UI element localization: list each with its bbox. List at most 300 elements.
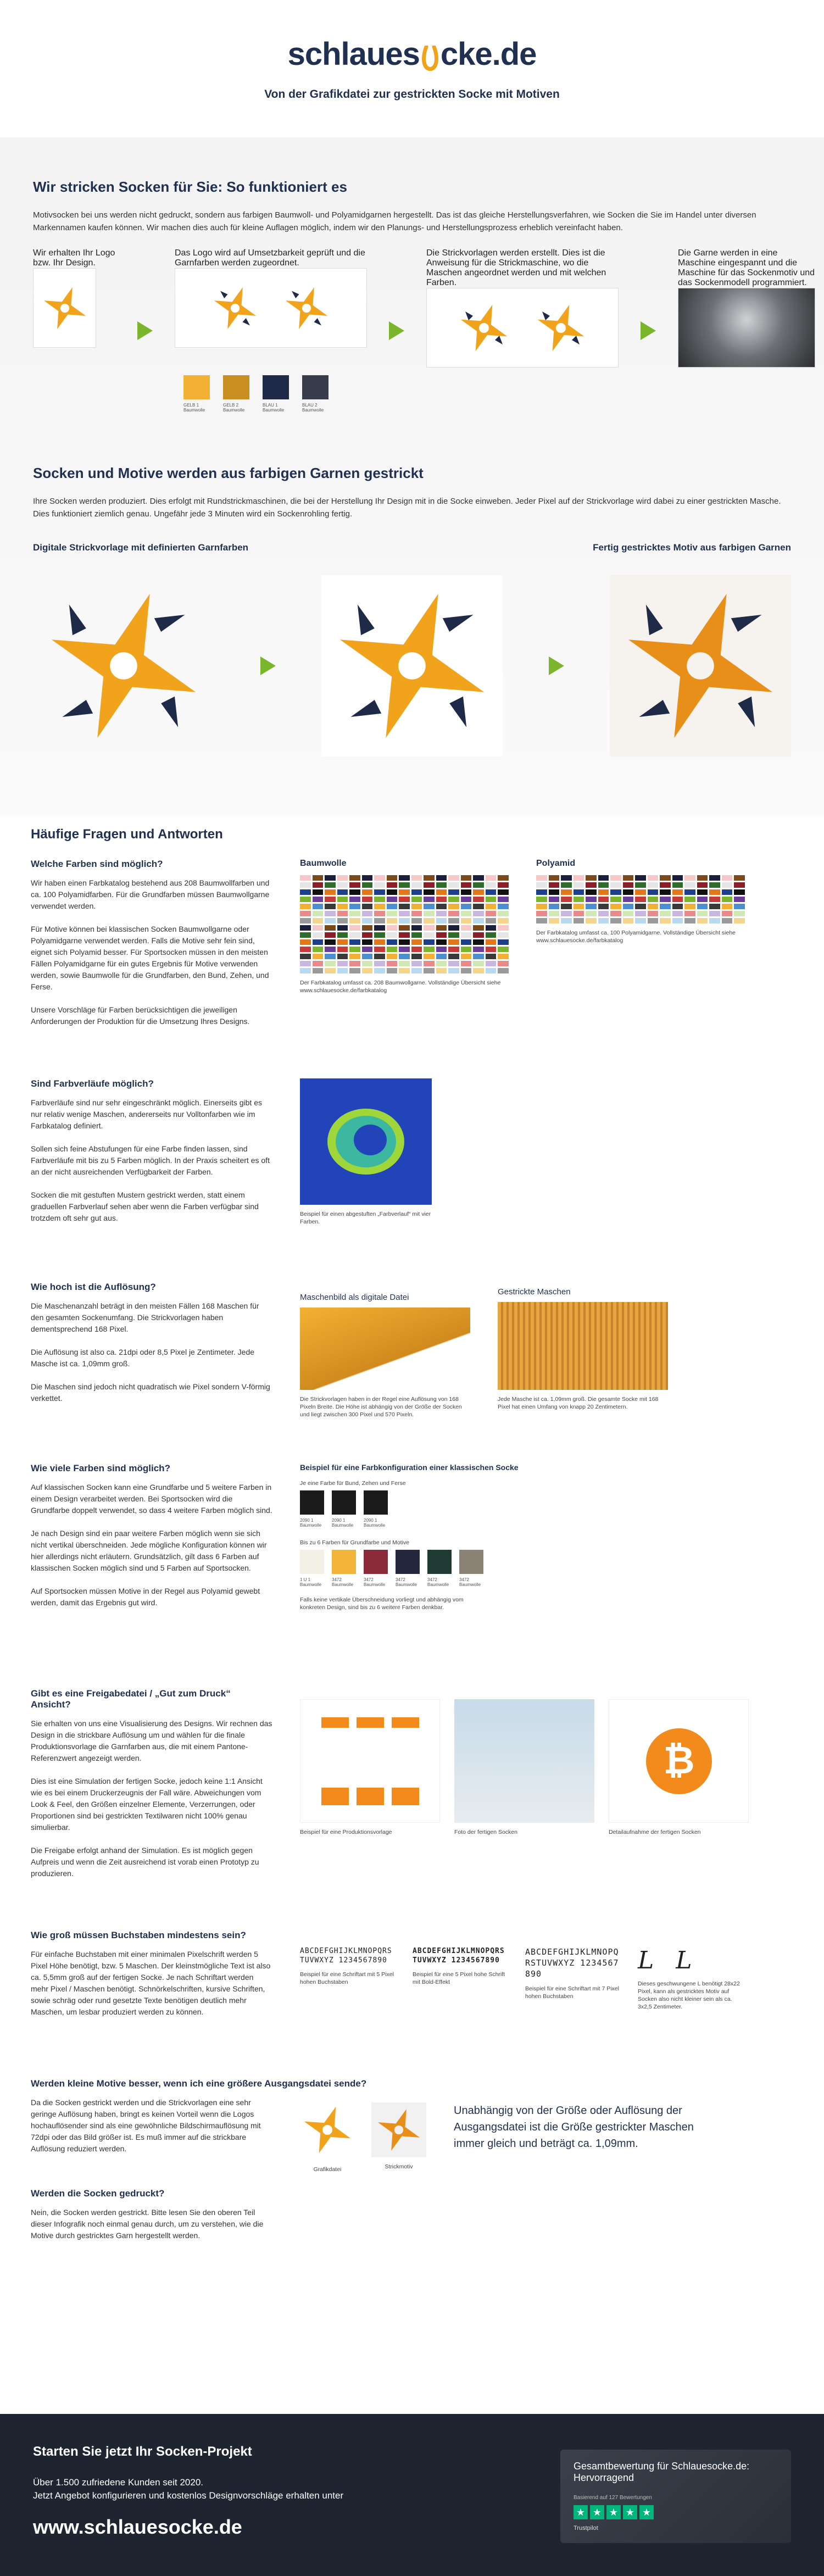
catalog-color-cell — [337, 889, 348, 895]
how-intro: Motivsocken bei uns werden nicht gedruckt, sondern aus farbigen Baumwoll- und Polyamidgarnen hergestellt. Das ist das gleiche Herstellungsverfahren, wie Socken die Sie im Handel unter diversen Markennamen kaufen können. Wir machen dies auch für kleine Auflagen möglich, indem wir den Planungs- und Herstellungsprozess erheblich vereinfacht haben. — [33, 210, 756, 232]
catalog-color-cell — [313, 889, 324, 895]
catalog-color-cell — [313, 882, 324, 888]
catalog-color-cell — [399, 897, 410, 902]
catalog-color-cell — [610, 918, 621, 923]
faq-letter-size — [31, 1930, 793, 2078]
catalog-color-cell — [623, 911, 634, 916]
catalog-color-cell — [374, 954, 385, 959]
catalog-color-cell — [734, 897, 745, 902]
catalog-color-cell — [300, 875, 311, 881]
catalog-color-cell — [387, 889, 398, 895]
catalog-color-cell — [374, 961, 385, 966]
trust-sub: Basierend auf 127 Bewertungen — [574, 2495, 652, 2501]
catalog-color-cell — [734, 889, 745, 895]
catalog-color-cell — [374, 932, 385, 938]
catalog-color-cell — [635, 875, 646, 881]
catalog-color-cell — [411, 889, 422, 895]
font-caption-3: Beispiel für eine Schriftart mit 7 Pixel hohen Buchstaben — [525, 1985, 619, 2000]
catalog-color-cell — [325, 954, 336, 959]
catalog-color-cell — [448, 875, 459, 881]
yarn-swatches — [183, 375, 367, 413]
catalog-color-cell — [684, 897, 695, 902]
knit-intro: Ihre Socken werden produziert. Dies erfolgt mit Rundstrickmaschinen, die bei der Herstellung Ihr Design mit in die Socke einweben. Jeder Pixel auf der Strickvorlage wird dabei zu einer gestrickten Masche. Dies funktioniert ziemlich genau. Ungefähr jede 3 Minuten wird ein Sockenrohling fertig. — [33, 497, 781, 519]
catalog-color-cell — [722, 904, 733, 909]
catalog-color-cell — [722, 882, 733, 888]
catalog-color-cell — [623, 897, 634, 902]
catalog-color-cell — [672, 889, 683, 895]
catalog-color-cell — [473, 911, 484, 916]
catalog-color-cell — [325, 889, 336, 895]
catalog-color-cell — [424, 911, 435, 916]
catalog-color-cell — [498, 954, 509, 959]
yarn-swatch-label: 3472 Baumwolle — [427, 1577, 449, 1587]
catalog-color-cell — [411, 882, 422, 888]
star-icon: ★ — [590, 2505, 604, 2519]
catalog-color-cell — [486, 932, 497, 938]
config-label-1: Je eine Farbe für Bund, Zehen und Ferse — [300, 1480, 406, 1487]
catalog-color-cell — [337, 961, 348, 966]
catalog-color-cell — [697, 882, 708, 888]
catalog-color-cell — [722, 911, 733, 916]
catalog-color-cell — [349, 897, 360, 902]
catalog-color-cell — [498, 904, 509, 909]
step-4 — [678, 248, 815, 413]
socks-photo — [454, 1699, 594, 1823]
catalog-color-cell — [549, 889, 560, 895]
catalog-color-cell — [387, 947, 398, 952]
catalog-color-cell — [486, 875, 497, 881]
step-2-image — [175, 268, 367, 348]
catalog-color-cell — [387, 911, 398, 916]
step-3-image — [426, 288, 619, 368]
step-1-image — [33, 268, 96, 348]
catalog-color-cell — [536, 897, 547, 902]
catalog-color-cell — [486, 954, 497, 959]
catalog-color-cell — [684, 889, 695, 895]
catalog-color-cell — [734, 882, 745, 888]
bitcoin-icon — [641, 1723, 717, 1800]
catalog-color-cell — [660, 889, 671, 895]
step-2-caption: Das Logo wird auf Umsetzbarkeit geprüft und die Garnfarben werden zugeordnet. — [175, 248, 365, 268]
catalog-color-cell — [498, 882, 509, 888]
catalog-color-cell — [325, 875, 336, 881]
catalog-color-cell — [325, 925, 336, 931]
arrow-right-icon — [260, 656, 276, 675]
catalog-color-cell — [411, 947, 422, 952]
header — [0, 0, 824, 137]
yarn-swatch — [300, 1550, 324, 1587]
catalog-color-cell — [486, 904, 497, 909]
catalog-color-cell — [709, 875, 720, 881]
catalog-color-cell — [448, 889, 459, 895]
catalog-color-cell — [586, 882, 597, 888]
catalog-color-cell — [536, 911, 547, 916]
catalog-color-cell — [424, 961, 435, 966]
graphic-file-icon — [300, 2102, 355, 2157]
catalog-color-cell — [424, 889, 435, 895]
catalog-color-cell — [387, 904, 398, 909]
catalog-color-cell — [684, 875, 695, 881]
catalog-color-cell — [399, 875, 410, 881]
font-sample-3: ABCDEFGHIJKLMNOPQRSTUVWXYZ 1234567890 — [525, 1947, 619, 1979]
catalog-color-cell — [660, 897, 671, 902]
catalog-color-cell — [697, 875, 708, 881]
catalog-color-cell — [473, 882, 484, 888]
catalog-color-cell — [374, 889, 385, 895]
catalog-color-cell — [387, 954, 398, 959]
catalog-color-cell — [374, 882, 385, 888]
catalog-color-cell — [424, 968, 435, 973]
catalog-color-cell — [598, 889, 609, 895]
sock-logo-icon — [421, 42, 439, 67]
yarn-swatch-label: 1 U 1 Baumwolle — [300, 1577, 322, 1587]
catalog-color-cell — [325, 911, 336, 916]
finished-sock-image — [610, 575, 791, 756]
catalog-color-cell — [313, 939, 324, 945]
catalog-color-cell — [461, 932, 472, 938]
catalog-color-cell — [362, 932, 373, 938]
catalog-color-cell — [374, 897, 385, 902]
faq-colors — [31, 859, 793, 1067]
catalog-color-cell — [349, 961, 360, 966]
catalog-color-cell — [586, 904, 597, 909]
svg-text:₿: ₿ — [662, 1738, 695, 1782]
catalog-color-cell — [734, 911, 745, 916]
yarn-swatch-label: 3472 Baumwolle — [332, 1577, 354, 1587]
catalog-color-cell — [349, 889, 360, 895]
trustpilot-badge[interactable] — [560, 2450, 791, 2543]
catalog-color-cell — [313, 918, 324, 923]
catalog-color-cell — [411, 875, 422, 881]
catalog-color-cell — [300, 918, 311, 923]
catalog-color-cell — [313, 968, 324, 973]
catalog-color-cell — [561, 904, 572, 909]
catalog-color-cell — [300, 961, 311, 966]
catalog-color-cell — [722, 889, 733, 895]
catalog-color-cell — [313, 911, 324, 916]
catalog-color-cell — [349, 968, 360, 973]
catalog-color-cell — [648, 904, 659, 909]
catalog-color-cell — [473, 875, 484, 881]
how-title: Wir stricken Socken für Sie: So funktioniert es — [33, 179, 347, 195]
yarn-swatch-label: 2090 1 Baumwolle — [364, 1518, 386, 1528]
arrow-right-icon — [137, 321, 153, 340]
catalog-color-cell — [549, 911, 560, 916]
catalog-color-cell — [374, 968, 385, 973]
catalog-color-cell — [424, 875, 435, 881]
catalog-color-cell — [574, 904, 584, 909]
catalog-color-cell — [561, 882, 572, 888]
catalog-color-cell — [461, 911, 472, 916]
swirl-caption: Dieses geschwungene L benötigt 28x22 Pixel, kann als gestricktes Motiv auf Socken also nicht kleiner sein als ca. 3x2,5 Zentimeter. — [638, 1980, 740, 2010]
catalog-color-cell — [461, 889, 472, 895]
catalog-color-cell — [387, 918, 398, 923]
catalog-color-cell — [424, 925, 435, 931]
footer-text: Über 1.500 zufriedene Kunden seit 2020. Jetzt Angebot konfigurieren und kostenlos Designvorschläge erhalten unter — [33, 2477, 344, 2501]
catalog-color-cell — [337, 939, 348, 945]
star-logo-icon — [40, 283, 90, 333]
catalog-color-cell — [549, 918, 560, 923]
catalog-color-cell — [672, 875, 683, 881]
catalog-color-cell — [399, 932, 410, 938]
knitted-stitch-caption: Jede Masche ist ca. 1,09mm groß. Die gesamte Socke mit 168 Pixel hat einen Umfang von knapp 20 Zentimetern. — [498, 1396, 659, 1410]
catalog-color-cell — [461, 904, 472, 909]
catalog-color-cell — [300, 911, 311, 916]
catalog-color-cell — [313, 925, 324, 931]
catalog-color-cell — [498, 947, 509, 952]
catalog-color-cell — [399, 918, 410, 923]
catalog-color-cell — [313, 954, 324, 959]
catalog-color-cell — [448, 925, 459, 931]
catalog-color-cell — [623, 882, 634, 888]
font-sample-1: ABCDEFGHIJKLMNOPQRSTUVWXYZ 1234567890 — [300, 1947, 392, 1965]
catalog-color-cell — [473, 939, 484, 945]
catalog-color-cell — [325, 932, 336, 938]
catalog-color-cell — [473, 968, 484, 973]
faq-answer: Farbverläufe sind nur sehr eingeschränkt möglich. Einerseits gibt es nur relativ wenige Maschen, andererseits nur Volltonfarben wie im Farbkatalog definiert. Sollen sich feine Abstufungen für eine Farbe finden lassen, sind Farbverläufe mit bis zu 5 Farben möglich. In der Praxis scheitert es oft an der nicht ausreichenden Verfügbarkeit der Farben. Socken die mit gestuften Mustern gestrickt werden, statt einem graduellen Farbverlauf sehen aber wenn die Farben verfügbar sind trotzdem oft sehr gut aus. — [31, 1098, 270, 1222]
catalog-color-cell — [461, 897, 472, 902]
trust-title: Gesamtbewertung für Schlauesocke.de: Hervorragend — [574, 2461, 750, 2483]
yarn-swatch-label: 2090 1 Baumwolle — [300, 1518, 322, 1528]
step-2 — [175, 248, 367, 413]
yarn-swatch — [332, 1490, 356, 1528]
catalog-color-cell — [399, 904, 410, 909]
catalog-color-cell — [648, 897, 659, 902]
catalog-color-cell — [549, 897, 560, 902]
catalog-color-cell — [436, 918, 447, 923]
catalog-color-cell — [623, 875, 634, 881]
catalog-color-cell — [411, 918, 422, 923]
yarn-swatch — [364, 1550, 388, 1587]
catalog-color-cell — [660, 918, 671, 923]
step-4-caption: Die Garne werden in eine Maschine eingespannt und die Maschine für das Sockenmotiv und das Sockenmodell programmiert. — [678, 248, 815, 287]
catalog-color-cell — [436, 875, 447, 881]
catalog-color-cell — [337, 925, 348, 931]
catalog-color-cell — [697, 889, 708, 895]
catalog-color-cell — [424, 939, 435, 945]
catalog-color-cell — [448, 932, 459, 938]
catalog-color-cell — [362, 961, 373, 966]
config-caption: Falls keine vertikale Überschneidung vorliegt und abhängig vom konkreten Design, sind bis zu 6 weitere Farben denkbar. — [300, 1596, 464, 1611]
catalog-color-cell — [648, 875, 659, 881]
catalog-color-cell — [300, 882, 311, 888]
catalog-color-cell — [349, 947, 360, 952]
catalog-color-cell — [610, 882, 621, 888]
catalog-color-cell — [598, 897, 609, 902]
catalog-color-cell — [362, 911, 373, 916]
catalog-color-cell — [486, 939, 497, 945]
yarn-swatch-label: 2090 1 Baumwolle — [332, 1518, 354, 1528]
catalog-color-cell — [697, 897, 708, 902]
catalog-color-cell — [374, 925, 385, 931]
catalog-color-cell — [337, 875, 348, 881]
config-swatches-1 — [300, 1490, 586, 1528]
catalog-color-cell — [722, 897, 733, 902]
yarn-swatch-label: 3472 Baumwolle — [459, 1577, 481, 1587]
yarn-swatch — [302, 375, 329, 413]
catalog-color-cell — [598, 875, 609, 881]
catalog-color-cell — [486, 882, 497, 888]
catalog-color-cell — [448, 961, 459, 966]
catalog-color-cell — [399, 925, 410, 931]
catalog-color-cell — [362, 904, 373, 909]
catalog-color-cell — [610, 897, 621, 902]
star-icon: ★ — [639, 2505, 654, 2519]
pixel-star-icon — [533, 301, 588, 355]
production-template-image — [300, 1699, 440, 1823]
knit-title: Socken und Motive werden aus farbigen Garnen gestrickt — [33, 465, 424, 481]
catalog-color-cell — [362, 875, 373, 881]
catalog-color-cell — [374, 911, 385, 916]
catalog-color-cell — [709, 911, 720, 916]
catalog-color-cell — [424, 947, 435, 952]
catalog-color-cell — [610, 911, 621, 916]
catalog-color-cell — [399, 947, 410, 952]
catalog-color-cell — [349, 904, 360, 909]
catalog-color-cell — [424, 904, 435, 909]
tagline: Von der Grafikdatei zur gestrickten Socke mit Motiven — [264, 88, 560, 101]
catalog-color-cell — [349, 939, 360, 945]
catalog-color-cell — [399, 939, 410, 945]
yarn-swatch — [427, 1550, 452, 1587]
catalog-color-cell — [549, 904, 560, 909]
font-sample-2: ABCDEFGHIJKLMNOPQRSTUVWXYZ 1234567890 — [413, 1947, 505, 1965]
catalog-color-cell — [411, 968, 422, 973]
catalog-color-cell — [561, 875, 572, 881]
catalog-color-cell — [635, 897, 646, 902]
catalog-color-cell — [574, 911, 584, 916]
catalog-color-cell — [697, 904, 708, 909]
catalog-color-cell — [387, 925, 398, 931]
faq-question: Wie groß müssen Buchstaben mindestens sein? — [31, 1930, 246, 1940]
knitting-machine-photo — [678, 288, 815, 368]
catalog-color-cell — [300, 889, 311, 895]
catalog-color-cell — [461, 947, 472, 952]
catalog-color-cell — [337, 954, 348, 959]
catalog-color-cell — [436, 904, 447, 909]
catalog-color-cell — [374, 904, 385, 909]
catalog-color-cell — [387, 897, 398, 902]
catalog-color-cell — [424, 882, 435, 888]
catalog-color-cell — [448, 968, 459, 973]
digital-stitch-label: Maschenbild als digitale Datei — [300, 1293, 409, 1302]
catalog-color-cell — [709, 889, 720, 895]
catalog-color-cell — [313, 897, 324, 902]
swirl-letter: L — [638, 1946, 654, 1974]
catalog-color-cell — [448, 954, 459, 959]
rating-stars — [574, 2505, 778, 2519]
yarn-swatch-label: GELB 2 Baumwolle — [223, 403, 245, 413]
catalog-color-cell — [300, 925, 311, 931]
faq-question: Werden die Socken gedruckt? — [31, 2188, 165, 2199]
catalog-color-cell — [337, 882, 348, 888]
catalog-color-cell — [486, 947, 497, 952]
catalog-color-cell — [411, 939, 422, 945]
catalog-color-cell — [411, 911, 422, 916]
catalog-color-cell — [436, 947, 447, 952]
catalog-color-cell — [486, 918, 497, 923]
label-knitted: Fertig gestricktes Motiv aus farbigen Garnen — [593, 542, 791, 553]
how-it-works-section — [0, 137, 824, 816]
catalog-color-cell — [623, 889, 634, 895]
faq-question: Welche Farben sind möglich? — [31, 859, 163, 869]
catalog-color-cell — [561, 918, 572, 923]
polyamid-color-grid — [536, 875, 745, 923]
yarn-swatch — [263, 375, 289, 413]
catalog-color-cell — [399, 911, 410, 916]
graphic-file-caption: Grafikdatei — [313, 2166, 342, 2173]
catalog-color-cell — [536, 882, 547, 888]
catalog-color-cell — [536, 904, 547, 909]
catalog-color-cell — [374, 939, 385, 945]
catalog-color-cell — [325, 939, 336, 945]
catalog-color-cell — [648, 889, 659, 895]
catalog-color-cell — [610, 904, 621, 909]
catalog-color-cell — [461, 918, 472, 923]
catalog-color-cell — [461, 939, 472, 945]
catalog-color-cell — [411, 954, 422, 959]
yarn-swatch — [223, 375, 249, 413]
catalog-color-cell — [436, 897, 447, 902]
catalog-color-cell — [586, 897, 597, 902]
yarn-swatch-label: 3472 Baumwolle — [364, 1577, 386, 1587]
catalog-color-cell — [436, 968, 447, 973]
catalog-color-cell — [473, 889, 484, 895]
logo — [288, 36, 537, 73]
polyamid-caption: Der Farbkatalog umfasst ca. 100 Polyamidgarne. Vollständige Übersicht siehe www.schlauesocke.de/farbkatalog — [536, 930, 736, 944]
catalog-color-cell — [586, 889, 597, 895]
catalog-color-cell — [387, 968, 398, 973]
polyamid-label: Polyamid — [536, 859, 576, 868]
catalog-color-cell — [448, 947, 459, 952]
catalog-color-cell — [586, 918, 597, 923]
catalog-color-cell — [473, 947, 484, 952]
catalog-color-cell — [684, 904, 695, 909]
catalog-color-cell — [362, 947, 373, 952]
catalog-color-cell — [300, 904, 311, 909]
catalog-color-cell — [473, 961, 484, 966]
catalog-color-cell — [337, 947, 348, 952]
catalog-color-cell — [648, 918, 659, 923]
catalog-color-cell — [362, 882, 373, 888]
catalog-color-cell — [660, 875, 671, 881]
catalog-color-cell — [473, 925, 484, 931]
catalog-color-cell — [734, 875, 745, 881]
catalog-color-cell — [598, 882, 609, 888]
catalog-color-cell — [313, 904, 324, 909]
catalog-color-cell — [473, 954, 484, 959]
catalog-color-cell — [436, 939, 447, 945]
catalog-color-cell — [486, 961, 497, 966]
catalog-color-cell — [461, 961, 472, 966]
footer-url-link[interactable]: www.schlauesocke.de — [33, 2516, 242, 2538]
config-label-2: Bis zu 6 Farben für Grundfarbe und Motive — [300, 1539, 410, 1546]
faq-resolution — [31, 1282, 793, 1463]
catalog-color-cell — [411, 904, 422, 909]
catalog-color-cell — [374, 947, 385, 952]
faq-answer: Nein, die Socken werden gestrickt. Bitte lesen Sie den oberen Teil dieser Infografik noch einmal genau durch, um zu verstehen, wie die Motive durch gestricktes Garn hergestellt werden. — [31, 2208, 264, 2240]
catalog-color-cell — [660, 904, 671, 909]
catalog-color-cell — [709, 897, 720, 902]
catalog-color-cell — [362, 939, 373, 945]
catalog-color-cell — [387, 932, 398, 938]
faq-question: Wie viele Farben sind möglich? — [31, 1463, 170, 1473]
catalog-color-cell — [387, 961, 398, 966]
yarn-swatch — [459, 1550, 483, 1587]
catalog-color-cell — [697, 918, 708, 923]
catalog-color-cell — [349, 932, 360, 938]
faq-answer: Da die Socken gestrickt werden und die Strickvorlagen eine sehr geringe Auflösung haben, bringt es keinen Vorteil wenn die Logos hochauflösender sind als eine gewöhnliche Bildschirmauflösung mit 72dpi oder das Bild größer ist. Es muß immer auf die strickbare Auflösung reduziert werden. — [31, 2098, 261, 2153]
